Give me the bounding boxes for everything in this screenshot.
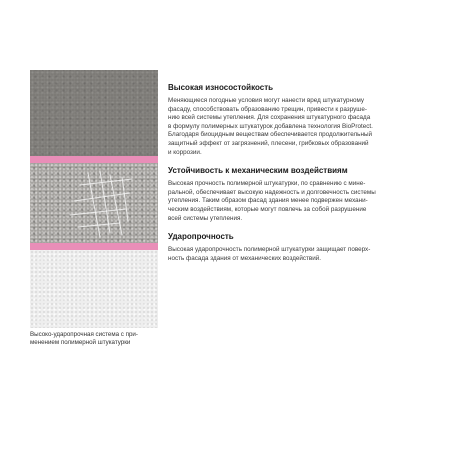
section-impact-resistance [168, 232, 451, 263]
article-text [168, 83, 451, 272]
body-line: ральной, обеспечивает высокую надежность и долговечность системы [168, 188, 376, 196]
section-title: Ударопрочность [168, 232, 234, 242]
scratch-marks [30, 163, 158, 243]
image-caption [30, 331, 160, 348]
body-line: фасаду, способствовать образованию трещин, привести к разруше- [168, 105, 367, 113]
section-body [168, 246, 451, 263]
section-wear-resistance [168, 83, 451, 157]
caption-line: менением полимерной штукатурки [30, 339, 131, 347]
body-line: ческим воздействиям, которые могут повлечь за собой разрушение [168, 205, 367, 213]
pink-stripe [30, 243, 158, 250]
body-line: утепления. Таким образом фасад здания менее подвержен механи- [168, 197, 368, 205]
section-body [168, 180, 451, 223]
white-plaster-sample [30, 250, 158, 328]
body-line: и коррозии. [168, 148, 202, 156]
section-mechanical-resistance [168, 166, 451, 223]
pink-stripe [30, 156, 158, 163]
body-line: Высокая ударопрочность полимерной штукатурки защищает поверх- [168, 246, 371, 254]
body-line: в формулу полимерных штукатурок добавлена технология BioProtect. [168, 122, 373, 130]
body-line: нию всей системы утепления. Для сохранения штукатурного фасада [168, 114, 371, 122]
body-line: ность фасада здания от механических воздействий. [168, 254, 322, 262]
caption-line: Высоко-ударопрочная система с при- [30, 331, 138, 338]
body-line: всей системы утепления. [168, 214, 243, 222]
scratched-plaster-sample [30, 163, 158, 243]
section-body [168, 97, 451, 157]
gray-plaster-sample [30, 70, 158, 156]
body-line: Благодаря биоцидным веществам обеспечивается продолжительный [168, 131, 372, 139]
section-title: Высокая износостойкость [168, 83, 274, 92]
plaster-samples [30, 70, 158, 328]
body-line: защитный эффект от загрязнений, плесени, грибковых образований [168, 139, 369, 147]
body-line: Меняющиеся погодные условия могут нанести вред штукатурному [168, 97, 365, 104]
body-line: Высокая прочность полимерной штукатурки, по сравнению с мине- [168, 180, 366, 188]
section-title: Устойчивость к механическим воздействиям [168, 166, 348, 176]
